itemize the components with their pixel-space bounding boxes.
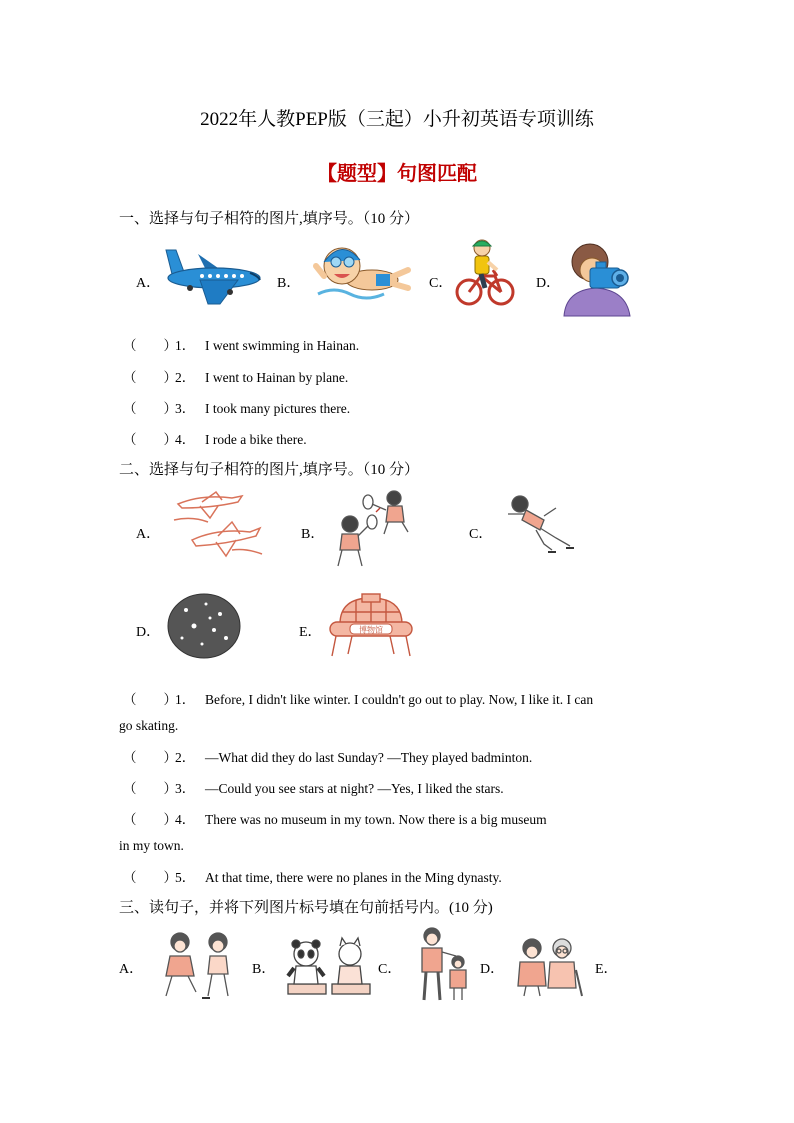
question-text: —Could you see stars at night? —Yes, I liked the stars. [205, 781, 504, 796]
page-title: 2022年人教PEP版（三起）小升初英语专项训练 [200, 109, 594, 130]
question-number: 3． [175, 401, 196, 416]
s3-label-e: E． [595, 962, 618, 977]
answer-blank[interactable]: （ ） [123, 750, 177, 765]
answer-blank[interactable]: （ ） [123, 812, 177, 827]
s2-question-4-continued: in my town. [119, 838, 184, 853]
question-number: 4． [175, 432, 196, 447]
question-number: 5． [175, 870, 196, 885]
s2-label-c: C． [469, 527, 493, 542]
s1-question-1 [123, 334, 359, 354]
s3-label-c: C． [378, 962, 402, 977]
s2-label-e: E． [299, 625, 322, 640]
answer-blank[interactable]: （ ） [123, 870, 177, 885]
question-number: 2． [175, 750, 196, 765]
airplane-icon [160, 240, 268, 308]
s2-question-2 [123, 746, 532, 766]
answer-blank[interactable]: （ ） [123, 401, 177, 416]
kids-playing-icon [158, 930, 240, 1002]
s1-question-4 [123, 428, 307, 448]
s1-label-a: A． [136, 276, 161, 291]
s2-question-1-continued: go skating. [119, 718, 179, 733]
section-1-heading: 一、选择与句子相符的图片,填序号。（10 分） [119, 211, 420, 227]
s1-label-b: B． [277, 276, 301, 291]
question-text: Before, I didn't like winter. I couldn't go out to play. Now, I like it. I can [205, 692, 594, 707]
s2-question-4 [123, 808, 547, 828]
answer-blank[interactable]: （ ） [123, 338, 177, 353]
question-text: —What did they do last Sunday? —They played badminton. [205, 750, 533, 765]
question-number: 3． [175, 781, 196, 796]
question-number: 1． [175, 692, 196, 707]
s2-label-d: D． [136, 625, 161, 640]
museum-building-icon [326, 594, 416, 660]
starry-night-icon [166, 592, 242, 660]
question-text: I went swimming in Hainan. [205, 338, 360, 353]
question-text: There was no museum in my town. Now there is a big museum [205, 812, 547, 827]
answer-blank[interactable]: （ ） [123, 781, 177, 796]
question-number: 2． [175, 370, 196, 385]
answer-blank[interactable]: （ ） [123, 692, 177, 707]
s1-question-2 [123, 366, 348, 386]
section-2-heading: 二、选择与句子相符的图片,填序号。（10 分） [119, 462, 420, 478]
s1-label-c: C． [429, 276, 453, 291]
s2-label-b: B． [301, 527, 325, 542]
question-type-heading: 【题型】句图匹配 [317, 161, 477, 185]
two-planes-sketch-icon [172, 490, 264, 562]
grandparents-icon [512, 936, 584, 998]
museum-sign-text: 博物馆 [359, 625, 383, 635]
question-text: At that time, there were no planes in the Ming dynasty. [205, 870, 502, 885]
panda-and-cat-icon [286, 936, 372, 998]
s3-label-a: A． [119, 962, 144, 977]
person-with-camera-icon [560, 240, 634, 316]
s3-label-d: D． [480, 962, 505, 977]
question-text: I rode a bike there. [205, 432, 307, 447]
boy-riding-bike-icon [455, 236, 515, 308]
question-text: I went to Hainan by plane. [205, 370, 349, 385]
father-and-child-icon [414, 926, 470, 1002]
s2-question-5 [123, 866, 502, 886]
s3-label-b: B． [252, 962, 276, 977]
s2-question-3 [123, 777, 504, 797]
s2-label-a: A． [136, 527, 161, 542]
s2-question-1 [123, 688, 593, 708]
swimming-boy-icon [314, 236, 410, 308]
question-text: I took many pictures there. [205, 401, 351, 416]
question-number: 4． [175, 812, 196, 827]
badminton-kids-icon [332, 486, 416, 570]
section-3-heading: 三、读句子，并将下列图片标号填在句前括号内。(10 分) [119, 900, 493, 916]
s1-label-d: D． [536, 276, 561, 291]
answer-blank[interactable]: （ ） [123, 432, 177, 447]
s1-question-3 [123, 397, 350, 417]
answer-blank[interactable]: （ ） [123, 370, 177, 385]
skating-girl-icon [500, 490, 576, 554]
question-number: 1． [175, 338, 196, 353]
